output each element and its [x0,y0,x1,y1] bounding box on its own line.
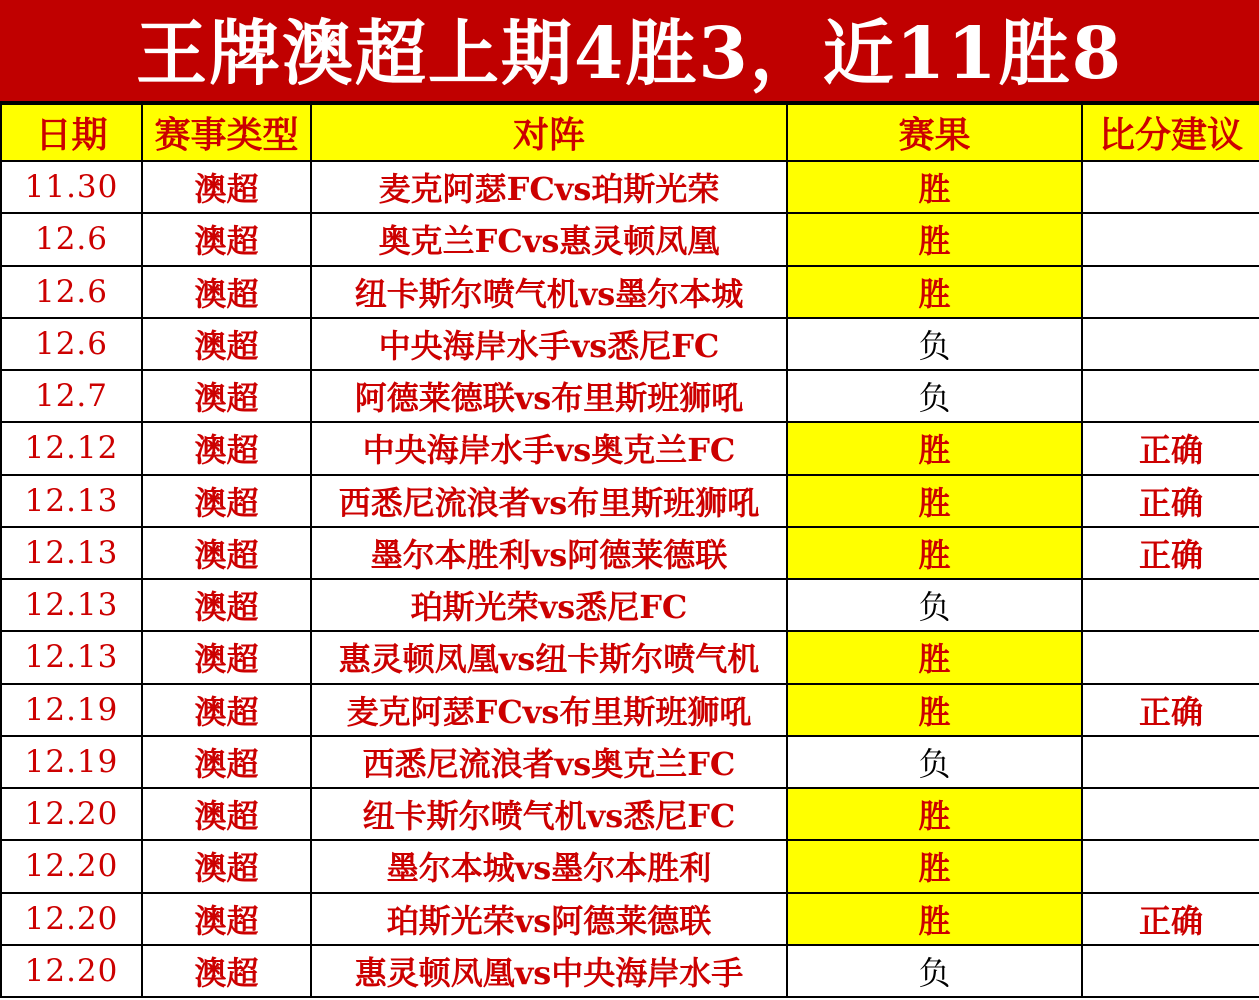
league-cell: 澳超 [142,161,311,213]
table-row [1,579,1259,631]
league-cell: 澳超 [142,684,311,736]
match-cell: 珀斯光荣vs悉尼FC [311,579,787,631]
result-cell: 负 [787,736,1082,788]
table-row [1,684,1259,736]
suggestion-cell [1082,370,1259,422]
date-cell: 12.19 [1,684,142,736]
league-cell: 澳超 [142,213,311,265]
suggestion-cell [1082,945,1259,997]
match-cell: 麦克阿瑟FCvs布里斯班狮吼 [311,684,787,736]
league-cell: 澳超 [142,422,311,474]
suggestion-cell [1082,213,1259,265]
league-cell: 澳超 [142,475,311,527]
result-cell: 负 [787,318,1082,370]
match-cell: 纽卡斯尔喷气机vs悉尼FC [311,788,787,840]
date-cell: 12.13 [1,475,142,527]
league-cell: 澳超 [142,370,311,422]
date-cell: 12.20 [1,945,142,997]
table-row [1,318,1259,370]
date-cell: 12.12 [1,422,142,474]
match-cell: 惠灵顿凤凰vs纽卡斯尔喷气机 [311,631,787,683]
match-cell: 麦克阿瑟FCvs珀斯光荣 [311,161,787,213]
header-match: 对阵 [311,104,787,161]
league-cell: 澳超 [142,266,311,318]
table-row [1,161,1259,213]
league-cell: 澳超 [142,840,311,892]
result-cell: 胜 [787,475,1082,527]
league-cell: 澳超 [142,527,311,579]
match-cell: 墨尔本城vs墨尔本胜利 [311,840,787,892]
match-cell: 西悉尼流浪者vs奥克兰FC [311,736,787,788]
banner-title: 王牌澳超上期4胜3，近11胜8 [135,11,1123,95]
league-cell: 澳超 [142,736,311,788]
suggestion-cell: 正确 [1082,422,1259,474]
suggestion-cell [1082,631,1259,683]
table-row [1,945,1259,997]
date-cell: 11.30 [1,161,142,213]
table-row [1,370,1259,422]
table-row [1,893,1259,945]
header-date: 日期 [1,104,142,161]
result-cell: 胜 [787,788,1082,840]
date-cell: 12.20 [1,893,142,945]
result-cell: 负 [787,945,1082,997]
result-cell: 胜 [787,527,1082,579]
table-row [1,631,1259,683]
date-cell: 12.20 [1,840,142,892]
result-cell: 胜 [787,840,1082,892]
date-cell: 12.6 [1,318,142,370]
results-table-body [1,161,1259,997]
banner [0,0,1259,103]
suggestion-cell [1082,840,1259,892]
header-row [1,104,1259,161]
suggestion-cell: 正确 [1082,893,1259,945]
result-cell: 胜 [787,266,1082,318]
league-cell: 澳超 [142,788,311,840]
suggestion-cell [1082,266,1259,318]
results-table [0,103,1259,998]
match-cell: 惠灵顿凤凰vs中央海岸水手 [311,945,787,997]
date-cell: 12.7 [1,370,142,422]
date-cell: 12.13 [1,631,142,683]
date-cell: 12.6 [1,266,142,318]
date-cell: 12.20 [1,788,142,840]
table-row [1,527,1259,579]
league-cell: 澳超 [142,579,311,631]
suggestion-cell [1082,788,1259,840]
result-cell: 负 [787,370,1082,422]
league-cell: 澳超 [142,318,311,370]
result-cell: 负 [787,579,1082,631]
match-cell: 珀斯光荣vs阿德莱德联 [311,893,787,945]
header-suggestion: 比分建议 [1082,104,1259,161]
suggestion-cell [1082,579,1259,631]
suggestion-cell [1082,161,1259,213]
league-cell: 澳超 [142,945,311,997]
suggestion-cell [1082,736,1259,788]
suggestion-cell: 正确 [1082,527,1259,579]
match-cell: 奥克兰FCvs惠灵顿凤凰 [311,213,787,265]
result-cell: 胜 [787,893,1082,945]
result-cell: 胜 [787,161,1082,213]
result-cell: 胜 [787,631,1082,683]
table-row [1,266,1259,318]
date-cell: 12.6 [1,213,142,265]
table-row [1,213,1259,265]
match-cell: 中央海岸水手vs奥克兰FC [311,422,787,474]
match-cell: 阿德莱德联vs布里斯班狮吼 [311,370,787,422]
suggestion-cell: 正确 [1082,684,1259,736]
match-cell: 纽卡斯尔喷气机vs墨尔本城 [311,266,787,318]
header-result: 赛果 [787,104,1082,161]
match-cell: 中央海岸水手vs悉尼FC [311,318,787,370]
result-cell: 胜 [787,422,1082,474]
table-row [1,840,1259,892]
table-row [1,422,1259,474]
suggestion-cell: 正确 [1082,475,1259,527]
table-row [1,736,1259,788]
date-cell: 12.13 [1,579,142,631]
league-cell: 澳超 [142,631,311,683]
table-row [1,788,1259,840]
date-cell: 12.13 [1,527,142,579]
result-cell: 胜 [787,213,1082,265]
table-row [1,475,1259,527]
league-cell: 澳超 [142,893,311,945]
result-cell: 胜 [787,684,1082,736]
match-cell: 西悉尼流浪者vs布里斯班狮吼 [311,475,787,527]
suggestion-cell [1082,318,1259,370]
match-cell: 墨尔本胜利vs阿德莱德联 [311,527,787,579]
date-cell: 12.19 [1,736,142,788]
header-league: 赛事类型 [142,104,311,161]
